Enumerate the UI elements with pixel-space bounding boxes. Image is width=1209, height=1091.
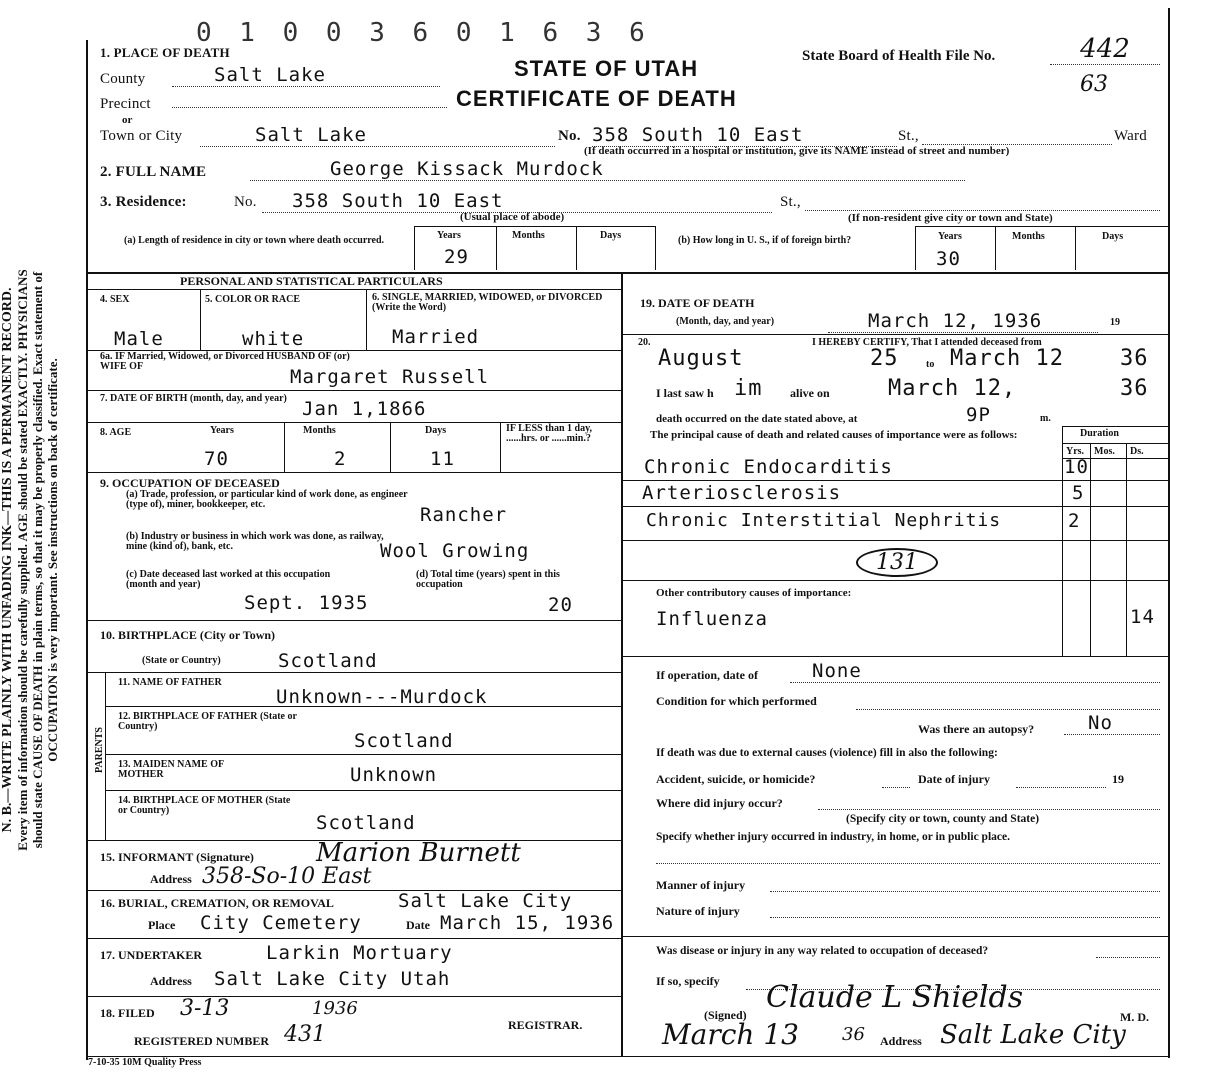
grid-line xyxy=(1075,226,1076,270)
where-injury-label: Where did injury occur? xyxy=(656,796,783,810)
grid-line xyxy=(366,290,367,350)
residence-state-line xyxy=(805,209,1160,211)
grid-line xyxy=(86,996,621,997)
undertaker-address-label: Address xyxy=(150,974,192,988)
length-days-header: Days xyxy=(600,230,622,241)
operation-value: None xyxy=(790,660,1160,683)
age-less-label: IF LESS than 1 day, ......hrs. or ......min.? xyxy=(506,423,593,444)
instructions-sidebar xyxy=(0,60,60,1060)
grid-line xyxy=(1062,426,1168,427)
duration-header: Duration xyxy=(1080,428,1119,439)
grid-line xyxy=(621,656,1168,657)
grid-line xyxy=(621,580,1168,581)
grid-line xyxy=(496,226,497,270)
birth-state-value: Scotland xyxy=(278,650,378,672)
alive-on-label: alive on xyxy=(790,386,830,400)
grid-line xyxy=(915,226,916,270)
last-saw-value: im xyxy=(734,376,763,401)
other-cause: Influenza xyxy=(656,608,768,630)
file-sub-number: 63 xyxy=(1080,72,1108,97)
death-occurred-label: death occurred on the date stated above, at xyxy=(656,413,858,425)
cause-label: The principal cause of death and related causes of importance were as follows: xyxy=(650,429,1018,441)
father-value: Unknown---Murdock xyxy=(276,686,488,708)
m-label: m. xyxy=(1040,413,1051,424)
instructions-line-4: OCCUPATION is very important. See instructions on back of certificate. xyxy=(45,358,60,762)
grid-line xyxy=(200,290,201,350)
grid-line xyxy=(86,472,621,473)
injury-date-line xyxy=(1016,786,1106,788)
length-years-value: 29 xyxy=(444,246,469,268)
nature-label: Nature of injury xyxy=(656,904,740,918)
instructions-line-1: N. B.—WRITE PLAINLY WITH UNFADING INK—THIS IS A PERMANENT RECORD. xyxy=(0,287,15,833)
marital-label: 6. SINGLE, MARRIED, WIDOWED, or DIVORCED (Write the Word) xyxy=(372,292,603,313)
condition-line xyxy=(856,708,1160,710)
burial-date-value: March 15, 1936 xyxy=(440,912,615,934)
grid-line xyxy=(1126,443,1127,656)
sign-date: March 13 xyxy=(662,1018,799,1051)
full-name-value: George Kissack Murdock xyxy=(250,158,965,181)
grid-line xyxy=(621,334,1168,335)
grid-line xyxy=(500,422,501,472)
age-days-header: Days xyxy=(425,425,447,436)
frame-left xyxy=(86,40,88,1060)
death-time: 9P xyxy=(966,404,991,426)
signed-label: (Signed) xyxy=(704,1008,747,1022)
age-years-value: 70 xyxy=(204,448,229,470)
informant-signature: Marion Burnett xyxy=(316,838,521,868)
certify-text: I HEREBY CERTIFY, That I attended deceased from xyxy=(812,337,1042,348)
physician-address-value: Salt Lake City xyxy=(940,1020,1126,1050)
birthplace-label: 10. BIRTHPLACE (City or Town) xyxy=(100,628,276,642)
md-label: M. D. xyxy=(1120,1010,1149,1024)
nature-line xyxy=(770,916,1160,918)
grid-line xyxy=(86,938,621,939)
father-birthplace-label: 12. BIRTHPLACE OF FATHER (State or Country) xyxy=(118,711,297,732)
father-birthplace-value: Scotland xyxy=(354,730,454,752)
burial-label: 16. BURIAL, CREMATION, OR REMOVAL xyxy=(100,896,334,910)
operation-label: If operation, date of xyxy=(656,668,758,682)
grid-line xyxy=(655,226,656,270)
grid-line xyxy=(621,936,1168,937)
external-causes-label: If death was due to external causes (violence) fill in also the following: xyxy=(656,747,998,759)
age-months-value: 2 xyxy=(334,448,347,470)
undertaker-address-value: Salt Lake City Utah xyxy=(214,968,451,990)
county-label: County xyxy=(100,71,146,87)
informant-address-label: Address xyxy=(150,872,192,886)
undertaker-label: 17. UNDERTAKER xyxy=(100,948,203,962)
personal-heading: PERSONAL AND STATISTICAL PARTICULARS xyxy=(180,274,443,288)
county-value: Salt Lake xyxy=(172,64,440,87)
grid-line xyxy=(621,540,1168,541)
parents-label: PARENTS xyxy=(94,727,105,773)
autopsy-label: Was there an autopsy? xyxy=(918,722,1035,736)
usual-abode-note: (Usual place of abode) xyxy=(460,211,565,223)
sign-year: 36 xyxy=(842,1024,865,1045)
to-label: to xyxy=(926,359,935,370)
instructions-line-3: should state CAUSE OF DEATH in plain terms, so that it may be properly classified. Exact statement of xyxy=(30,271,45,849)
grid-line xyxy=(390,422,391,472)
cause-2-years: 5 xyxy=(1072,482,1085,504)
mother-value: Unknown xyxy=(350,764,438,786)
informant-address-value: 358-So-10 East xyxy=(202,864,372,889)
birth-state-label: (State or Country) xyxy=(142,655,221,666)
accident-label: Accident, suicide, or homicide? xyxy=(656,772,816,786)
town-value: Salt Lake xyxy=(200,124,555,147)
marital-value: Married xyxy=(392,326,480,348)
dob-value: Jan 1,1866 xyxy=(302,398,427,420)
undertaker-value: Larkin Mortuary xyxy=(266,942,453,964)
attended-to-year: 36 xyxy=(1120,346,1149,371)
last-saw-year: 36 xyxy=(1120,376,1149,401)
grid-line xyxy=(915,226,1168,227)
place-st-label: St., xyxy=(898,128,919,144)
condition-label: Condition for which performed xyxy=(656,694,817,708)
attended-from-year: 25 xyxy=(870,346,899,371)
cause-code: 131 xyxy=(856,548,938,577)
residence-no-label: No. xyxy=(234,194,257,210)
file-number: 442 xyxy=(1050,34,1160,65)
autopsy-value: No xyxy=(1064,712,1160,735)
mother-birthplace-value: Scotland xyxy=(316,812,416,834)
precinct-label: Precinct xyxy=(100,96,151,112)
precinct-line xyxy=(172,106,447,108)
sex-label: 4. SEX xyxy=(100,294,130,305)
cause-2: Arteriosclerosis xyxy=(642,482,842,504)
file-label: State Board of Health File No. xyxy=(802,48,996,64)
cause-3-years: 2 xyxy=(1068,510,1081,532)
age-days-value: 11 xyxy=(430,448,455,470)
filed-label: 18. FILED xyxy=(100,1006,155,1020)
registered-number-value: 431 xyxy=(284,1022,326,1047)
us-months-header: Months xyxy=(1012,231,1045,242)
us-years-value: 30 xyxy=(936,248,961,270)
grid-line xyxy=(414,226,415,270)
occupation-related-line xyxy=(1096,956,1160,958)
length-months-header: Months xyxy=(512,230,545,241)
mother-birthplace-label: 14. BIRTHPLACE OF MOTHER (State or Country) xyxy=(118,795,291,816)
dod-sub-label: (Month, day, and year) xyxy=(676,316,775,327)
place-heading: 1. PLACE OF DEATH xyxy=(100,45,230,60)
cause-1: Chronic Endocarditis xyxy=(644,456,893,478)
burial-place-label: Place xyxy=(148,918,176,932)
occupation-c-value: Sept. 1935 xyxy=(244,592,369,614)
spouse-label: 6a. IF Married, Widowed, or Divorced HUSBAND OF (or) WIFE OF xyxy=(100,351,350,372)
occupation-b-value: Wool Growing xyxy=(380,540,530,562)
dod-value: March 12, 1936 xyxy=(828,310,1098,333)
nonresident-note: (If non-resident give city or town and State) xyxy=(848,212,1053,224)
grid-line xyxy=(105,790,621,791)
grid-line xyxy=(105,672,106,840)
dob-label: 7. DATE OF BIRTH (month, day, and year) xyxy=(100,393,287,404)
grid-line xyxy=(995,226,996,270)
burial-date-label: Date xyxy=(406,918,430,932)
occupation-related-label: Was disease or injury in any way related to occupation of deceased? xyxy=(656,945,989,957)
full-name-label: 2. FULL NAME xyxy=(100,164,207,180)
length-years-header: Years xyxy=(437,230,461,241)
grid-line xyxy=(86,620,621,621)
burial-value: Salt Lake City xyxy=(398,890,573,912)
injury-date-label: Date of injury xyxy=(918,772,990,786)
cause-1-years: 10 xyxy=(1064,456,1089,478)
occupation-a-value: Rancher xyxy=(420,504,508,526)
duration-ds-header: Ds. xyxy=(1130,446,1144,457)
manner-label: Manner of injury xyxy=(656,878,746,892)
grid-line xyxy=(105,706,621,707)
dod-year-prefix: 19 xyxy=(1110,317,1120,328)
filed-year: 1936 xyxy=(312,998,358,1019)
occupation-d-value: 20 xyxy=(548,594,573,616)
age-label: 8. AGE xyxy=(100,427,132,438)
filed-value: 3-13 xyxy=(180,996,230,1021)
occupation-d-label: (d) Total time (years) spent in this occupation xyxy=(416,569,560,590)
where-injury-sub: (Specify city or town, county and State) xyxy=(846,813,1040,825)
other-cause-days: 14 xyxy=(1130,606,1155,628)
us-days-header: Days xyxy=(1102,231,1124,242)
grid-line xyxy=(414,226,656,227)
frame-right xyxy=(1168,8,1170,1058)
registered-number-label: REGISTERED NUMBER xyxy=(134,1034,270,1048)
sex-value: Male xyxy=(114,328,164,350)
column-divider xyxy=(621,272,623,1057)
ward-label: Ward xyxy=(1114,128,1147,144)
serial-number: 0 1 0 0 3 6 0 1 6 3 6 xyxy=(196,18,651,48)
item-20-label: 20. xyxy=(638,337,651,348)
accident-line xyxy=(882,786,910,788)
duration-yrs-header: Yrs. xyxy=(1066,446,1085,457)
occupation-label: 9. OCCUPATION OF DECEASED xyxy=(100,476,280,490)
printer-footer: 7-10-35 10M Quality Press xyxy=(88,1057,202,1068)
last-saw-label: I last saw h xyxy=(656,386,714,400)
injury-year-prefix: 19 xyxy=(1112,772,1124,786)
mother-label: 13. MAIDEN NAME OF MOTHER xyxy=(118,759,224,780)
if-so-label: If so, specify xyxy=(656,974,720,988)
cause-3: Chronic Interstitial Nephritis xyxy=(646,510,1002,531)
grid-line xyxy=(86,289,621,290)
us-years-header: Years xyxy=(938,231,962,242)
length-residence-label: (a) Length of residence in city or town where death occurred. xyxy=(124,235,385,246)
instructions-line-2: Every item of information should be carefully supplied. AGE should be stated EXACTLY. PHYSICIANS xyxy=(15,269,30,851)
manner-line xyxy=(770,890,1160,892)
physician-signature: Claude L Shields xyxy=(766,980,1024,1015)
informant-label: 15. INFORMANT (Signature) xyxy=(100,850,254,864)
father-label: 11. NAME OF FATHER xyxy=(118,677,222,688)
grid-line xyxy=(1090,443,1091,656)
state-title: STATE OF UTAH xyxy=(514,56,699,81)
age-years-header: Years xyxy=(210,425,234,436)
where-injury-line xyxy=(818,808,1160,810)
last-saw-date: March 12, xyxy=(888,376,1017,401)
grid-line xyxy=(1062,426,1063,656)
residence-st-label: St., xyxy=(780,194,801,210)
dod-label: 19. DATE OF DEATH xyxy=(640,296,755,310)
registrar-label: REGISTRAR. xyxy=(508,1018,583,1032)
grid-line xyxy=(284,422,285,472)
age-months-header: Months xyxy=(303,425,336,436)
attended-from: August xyxy=(658,346,744,371)
color-value: white xyxy=(242,328,305,350)
grid-line xyxy=(621,506,1168,507)
certificate-title: CERTIFICATE OF DEATH xyxy=(456,86,737,111)
residence-value: 358 South 10 East xyxy=(262,190,772,213)
grid-line xyxy=(621,480,1168,481)
grid-line xyxy=(86,672,621,673)
town-label: Town or City xyxy=(100,128,183,144)
specify-injury-line xyxy=(656,862,1160,864)
physician-address-label: Address xyxy=(880,1034,922,1048)
frame-bottom xyxy=(86,1056,1169,1057)
burial-place-value: City Cemetery xyxy=(200,912,362,934)
attended-to: March 12 xyxy=(950,346,1064,371)
spouse-value: Margaret Russell xyxy=(290,366,490,388)
color-label: 5. COLOR OR RACE xyxy=(205,294,301,305)
grid-line xyxy=(576,226,577,270)
occupation-b-label: (b) Industry or business in which work was done, as railway, mine (kind of), bank, etc. xyxy=(126,531,384,552)
hospital-note: (If death occurred in a hospital or institution, give its NAME instead of street and number) xyxy=(584,145,1010,157)
occupation-a-label: (a) Trade, profession, or particular kind of work done, as engineer (type of), miner, bookkeeper, etc. xyxy=(126,489,408,510)
place-street-value: 358 South 10 East xyxy=(592,124,897,147)
grid-line xyxy=(1062,443,1168,444)
other-causes-label: Other contributory causes of importance: xyxy=(656,587,852,599)
grid-line xyxy=(86,390,621,391)
specify-injury-label: Specify whether injury occurred in industry, in home, or in public place. xyxy=(656,831,1010,843)
occupation-c-label: (c) Date deceased last worked at this occupation (month and year) xyxy=(126,569,331,590)
or-label: or xyxy=(122,114,133,126)
grid-line xyxy=(105,754,621,755)
residence-label: 3. Residence: xyxy=(100,194,187,210)
street-no-label: No. xyxy=(558,128,581,144)
us-residence-label: (b) How long in U. S., if of foreign birth? xyxy=(678,235,852,246)
duration-mos-header: Mos. xyxy=(1094,446,1115,457)
